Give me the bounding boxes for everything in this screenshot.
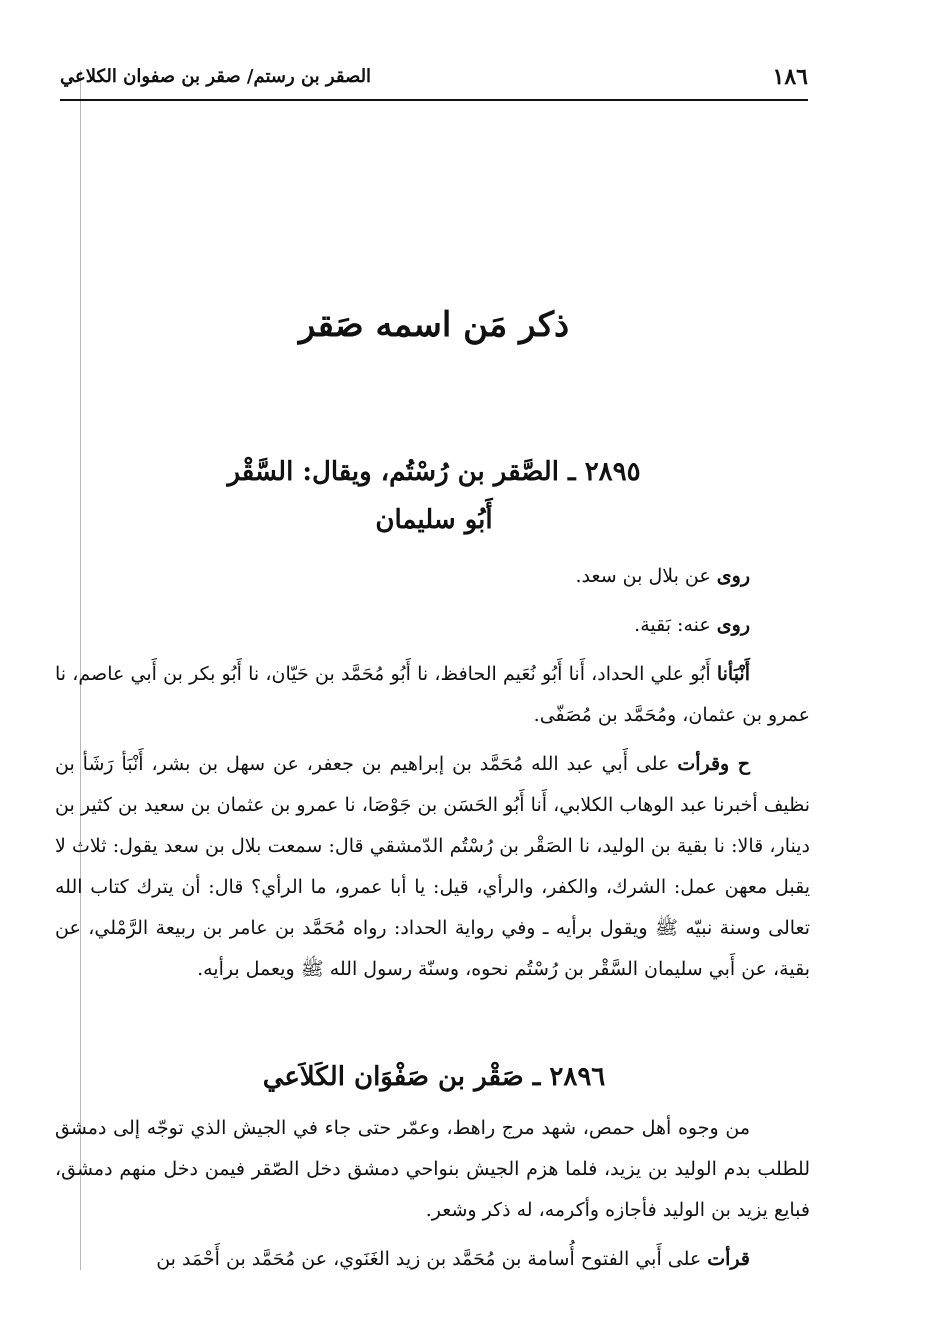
paragraph-text: أَبُو علي الحداد، أَنا أَبُو نُعَيم الحافظ، نا أَبُو مُحَمَّد بن حَيّان، نا أَبُو بكر بن أَبي عاصم، نا عمرو بن عثمان، ومُحَمَّد بن مُصَفّى. [55,663,810,726]
paragraph-text: عنه: بَقية. [634,614,717,636]
entry-2895-title-line2: أَبُو سليمان [375,505,493,535]
running-head [60,62,808,96]
entry-2895-paragraph-4 [55,744,810,990]
running-title: الصقر بن رستم/ صقر بن صفوان الكلاعي [60,66,372,87]
paragraph-text: على أَبي عبد الله مُحَمَّد بن إبراهيم بن جعفر، عن سهل بن بشر، أَنْبَأ رَشَأ بن نظيف أخبرنا عبد الوهاب الكلابي، أَنا أَبُو الحَسَن بن جَوْصَا، نا عمرو بن عثمان بن سعيد بن كثير بن دينار، قالا: نا بقية بن الوليد، نا الصَقْر بن رُسْتُم الدّمشقي قال: سمعت بلال بن سعد يقول: ثلاث لا يقبل معهن عمل: الشرك، والكفر، والرأي، قيل: يا أبا عمرو، ما الرأي؟ قال: أن يترك كتاب الله تعالى وسنة نبيّه ﷺ ويقول برأيه ـ وفي رواية الحداد: رواه مُحَمَّد بن عامر بن ربيعة الرَّمْلي، عن بقية، عن أَبي سليمان السَّقْر بن رُسْتُم نحوه، وسنّة رسول الله ﷺ ويعمل برأيه. [55,753,810,980]
entry-2896-heading: ٢٨٩٦ ـ صَقْر بن صَفْوَان الكَلاَعي [262,1062,606,1092]
entry-2895-paragraph-2 [55,605,810,646]
paragraph-lead: روى [716,565,750,587]
entry-2895-title-line1: ٢٨٩٥ ـ الصَّقر بن رُسْتُم، ويقال: السَّقْر [227,457,641,487]
entry-2896-paragraph-2 [55,1239,810,1280]
paragraph-lead: قرأت [707,1248,750,1270]
entry-2895-paragraph-1 [55,556,810,597]
entry-2895-heading [60,448,808,544]
entry-2896-body [55,1108,810,1280]
entry-2895-paragraph-3 [55,654,810,736]
paragraph-lead: ح وقرأت [677,753,750,775]
paragraph-lead: أَنْبَأنا [716,663,750,685]
page-number: ١٨٦ [772,64,808,90]
entry-2896-paragraph-1: من وجوه أهل حمص، شهد مرج راهط، وعمّر حتى جاء في الجيش الذي توجّه إلى دمشق للطلب بدم الوليد بن يزيد، فلما هزم الجيش بنواحي دمشق دخل الصّقر فيمن دخل منهم دمشق، فبايع يزيد بن الوليد فأجازه وأكرمه، له ذكر وشعر. [55,1117,810,1221]
chapter-title: ذكر مَن اسمه صَقر [298,305,570,345]
header-rule [60,99,808,101]
paragraph-text: على أَبي الفتوح أُسامة بن مُحَمَّد بن زيد الغَنَوي، عن مُحَمَّد بن أَحْمَد بن [156,1248,708,1270]
paragraph-text: عن بلال بن سعد. [575,565,717,587]
entry-2895-body [55,556,810,990]
paragraph-lead: روى [716,614,750,636]
